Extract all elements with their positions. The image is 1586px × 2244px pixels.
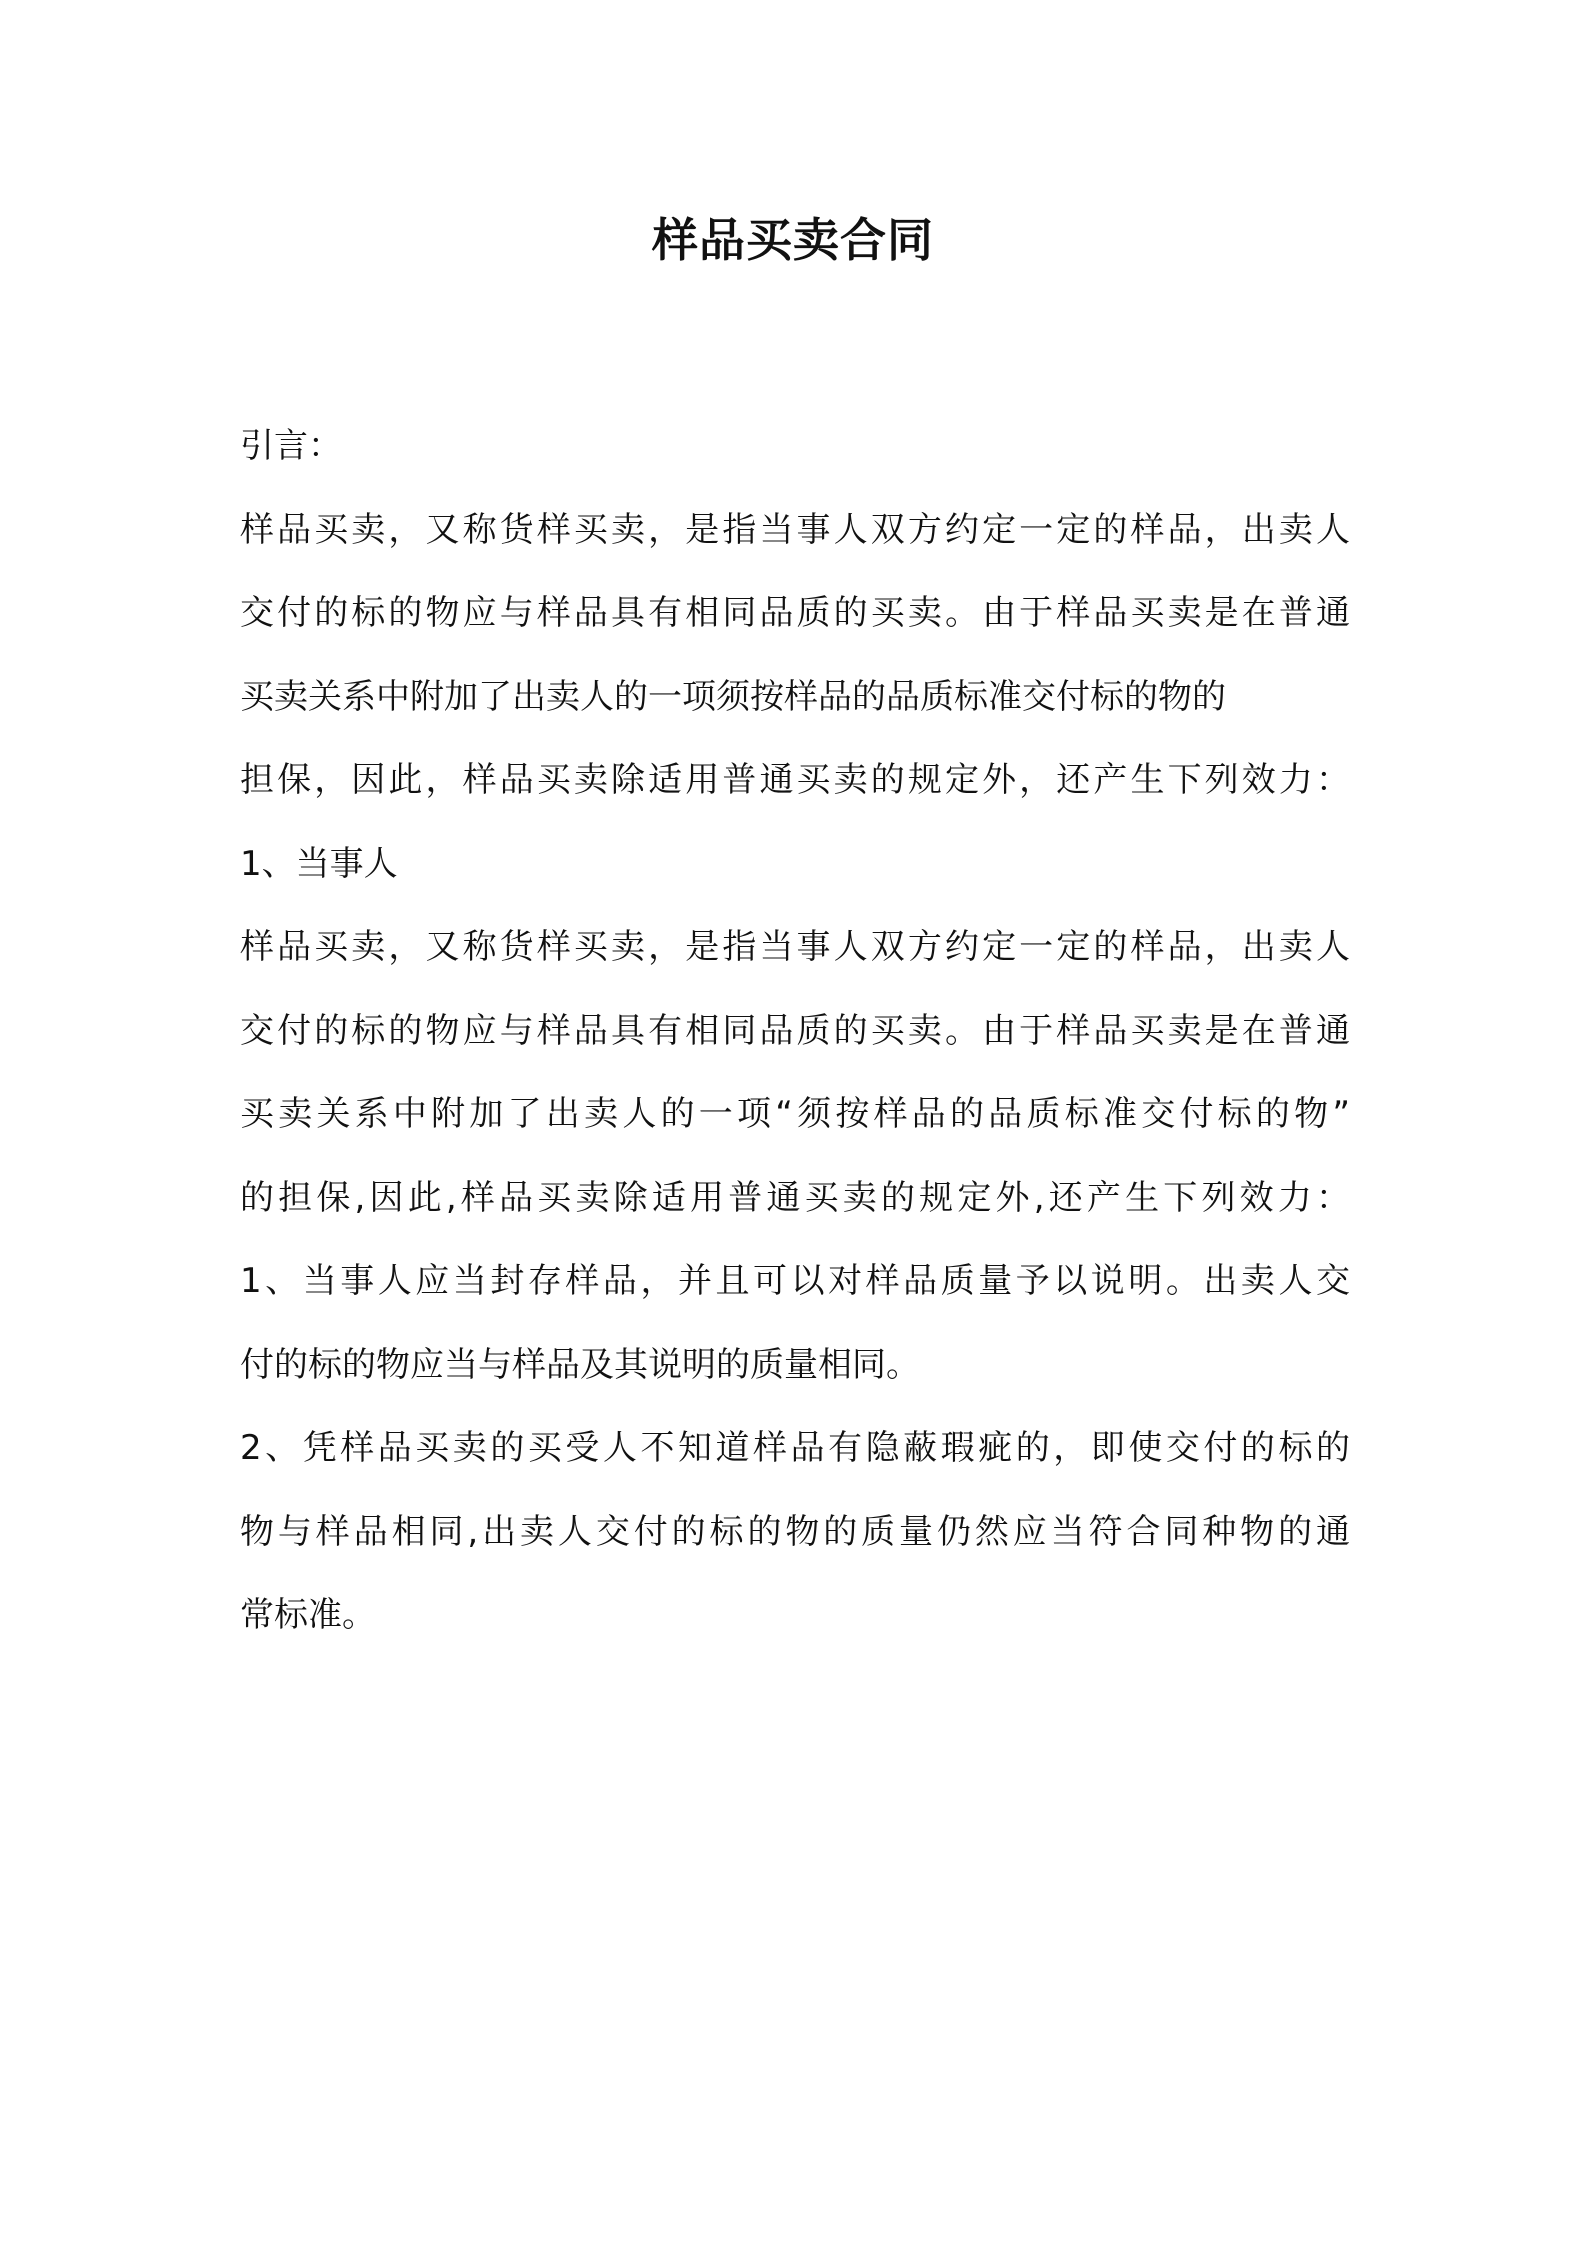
list-item-line: 付的标的物应当与样品及其说明的质量相同。 — [240, 1344, 920, 1385]
document-title: 样品买卖合同 — [652, 213, 934, 267]
paragraph-line: 的担保,因此,样品买卖除适用普通买卖的规定外,还产生下列效力： — [240, 1177, 1350, 1218]
intro-heading: 引言： — [240, 426, 342, 466]
paragraph-line: 样品买卖，又称货样买卖，是指当事人双方约定一定的样品，出卖人 — [240, 927, 1350, 967]
document-body — [240, 405, 1360, 1658]
paragraph-line: 买卖关系中附加了出卖人的一项“须按样品的品质标准交付标的物” — [240, 1094, 1350, 1134]
paragraph-line: 担保，因此，样品买卖除适用普通买卖的规定外，还产生下列效力： — [240, 760, 1350, 800]
paragraph-line: 买卖关系中附加了出卖人的一项须按样品的品质标准交付标的物的 — [240, 676, 1226, 717]
list-item-line: 2、凭样品买卖的买受人不知道样品有隐蔽瑕疵的，即使交付的标的 — [240, 1428, 1350, 1468]
list-item-line: 物与样品相同,出卖人交付的标的物的质量仍然应当符合同种物的通 — [240, 1511, 1350, 1552]
paragraph-line: 交付的标的物应与样品具有相同品质的买卖。由于样品买卖是在普通 — [240, 593, 1350, 633]
list-item-line: 常标准。 — [240, 1595, 376, 1635]
list-item-line: 1、当事人应当封存样品，并且可以对样品质量予以说明。出卖人交 — [240, 1261, 1350, 1301]
paragraph-line: 交付的标的物应与样品具有相同品质的买卖。由于样品买卖是在普通 — [240, 1010, 1350, 1051]
paragraph-line: 样品买卖，又称货样买卖，是指当事人双方约定一定的样品，出卖人 — [240, 509, 1350, 550]
section-heading: 1、当事人 — [240, 843, 398, 884]
